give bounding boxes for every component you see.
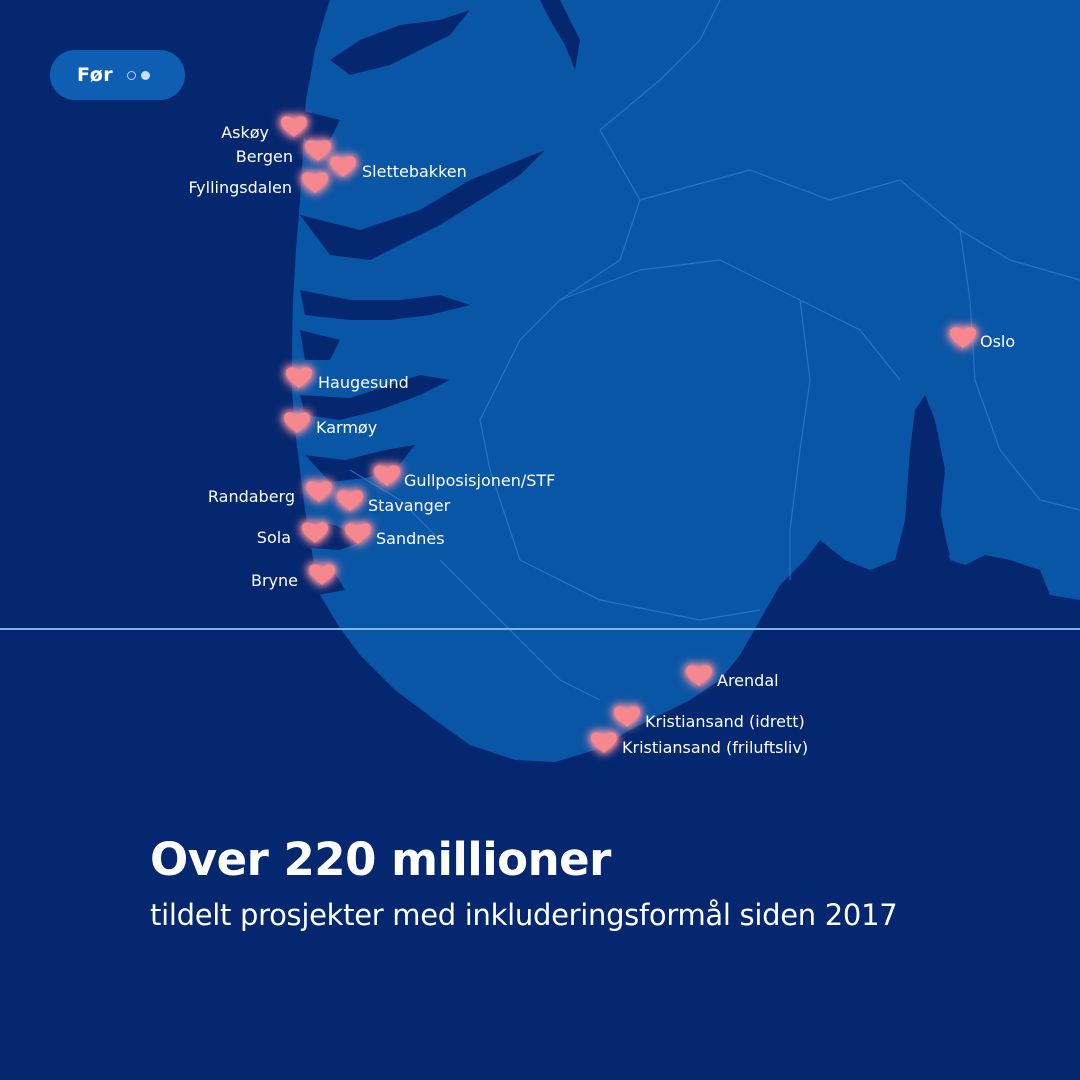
place-label: Sandnes [376,529,445,548]
place-label: Sola [256,528,291,547]
place-label: Fyllingsdalen [188,178,292,197]
place-label: Karmøy [316,418,378,437]
place-label: Stavanger [368,496,451,515]
toggle-label: Før [77,64,114,86]
before-after-toggle[interactable] [50,50,185,100]
toggle-dots [127,71,150,80]
place-label: Arendal [717,671,779,690]
headline: Over 220 millioner [150,833,611,886]
toggle-dot-active[interactable] [141,71,150,80]
place-label: Bryne [250,571,298,590]
place-label: Haugesund [318,373,409,392]
place-label: Slettebakken [362,162,467,181]
place-label: Kristiansand (idrett) [645,712,805,731]
subline: tildelt prosjekter med inkluderingsformål siden 2017 [150,898,898,932]
place-label: Kristiansand (friluftsliv) [622,738,809,757]
place-label: Gullposisjonen/STF [404,471,556,490]
place-label: Askøy [221,123,269,142]
place-label: Randaberg [207,487,295,506]
place-label: Oslo [980,332,1016,351]
toggle-dot-inactive[interactable] [127,71,136,80]
place-label: Bergen [235,147,293,166]
